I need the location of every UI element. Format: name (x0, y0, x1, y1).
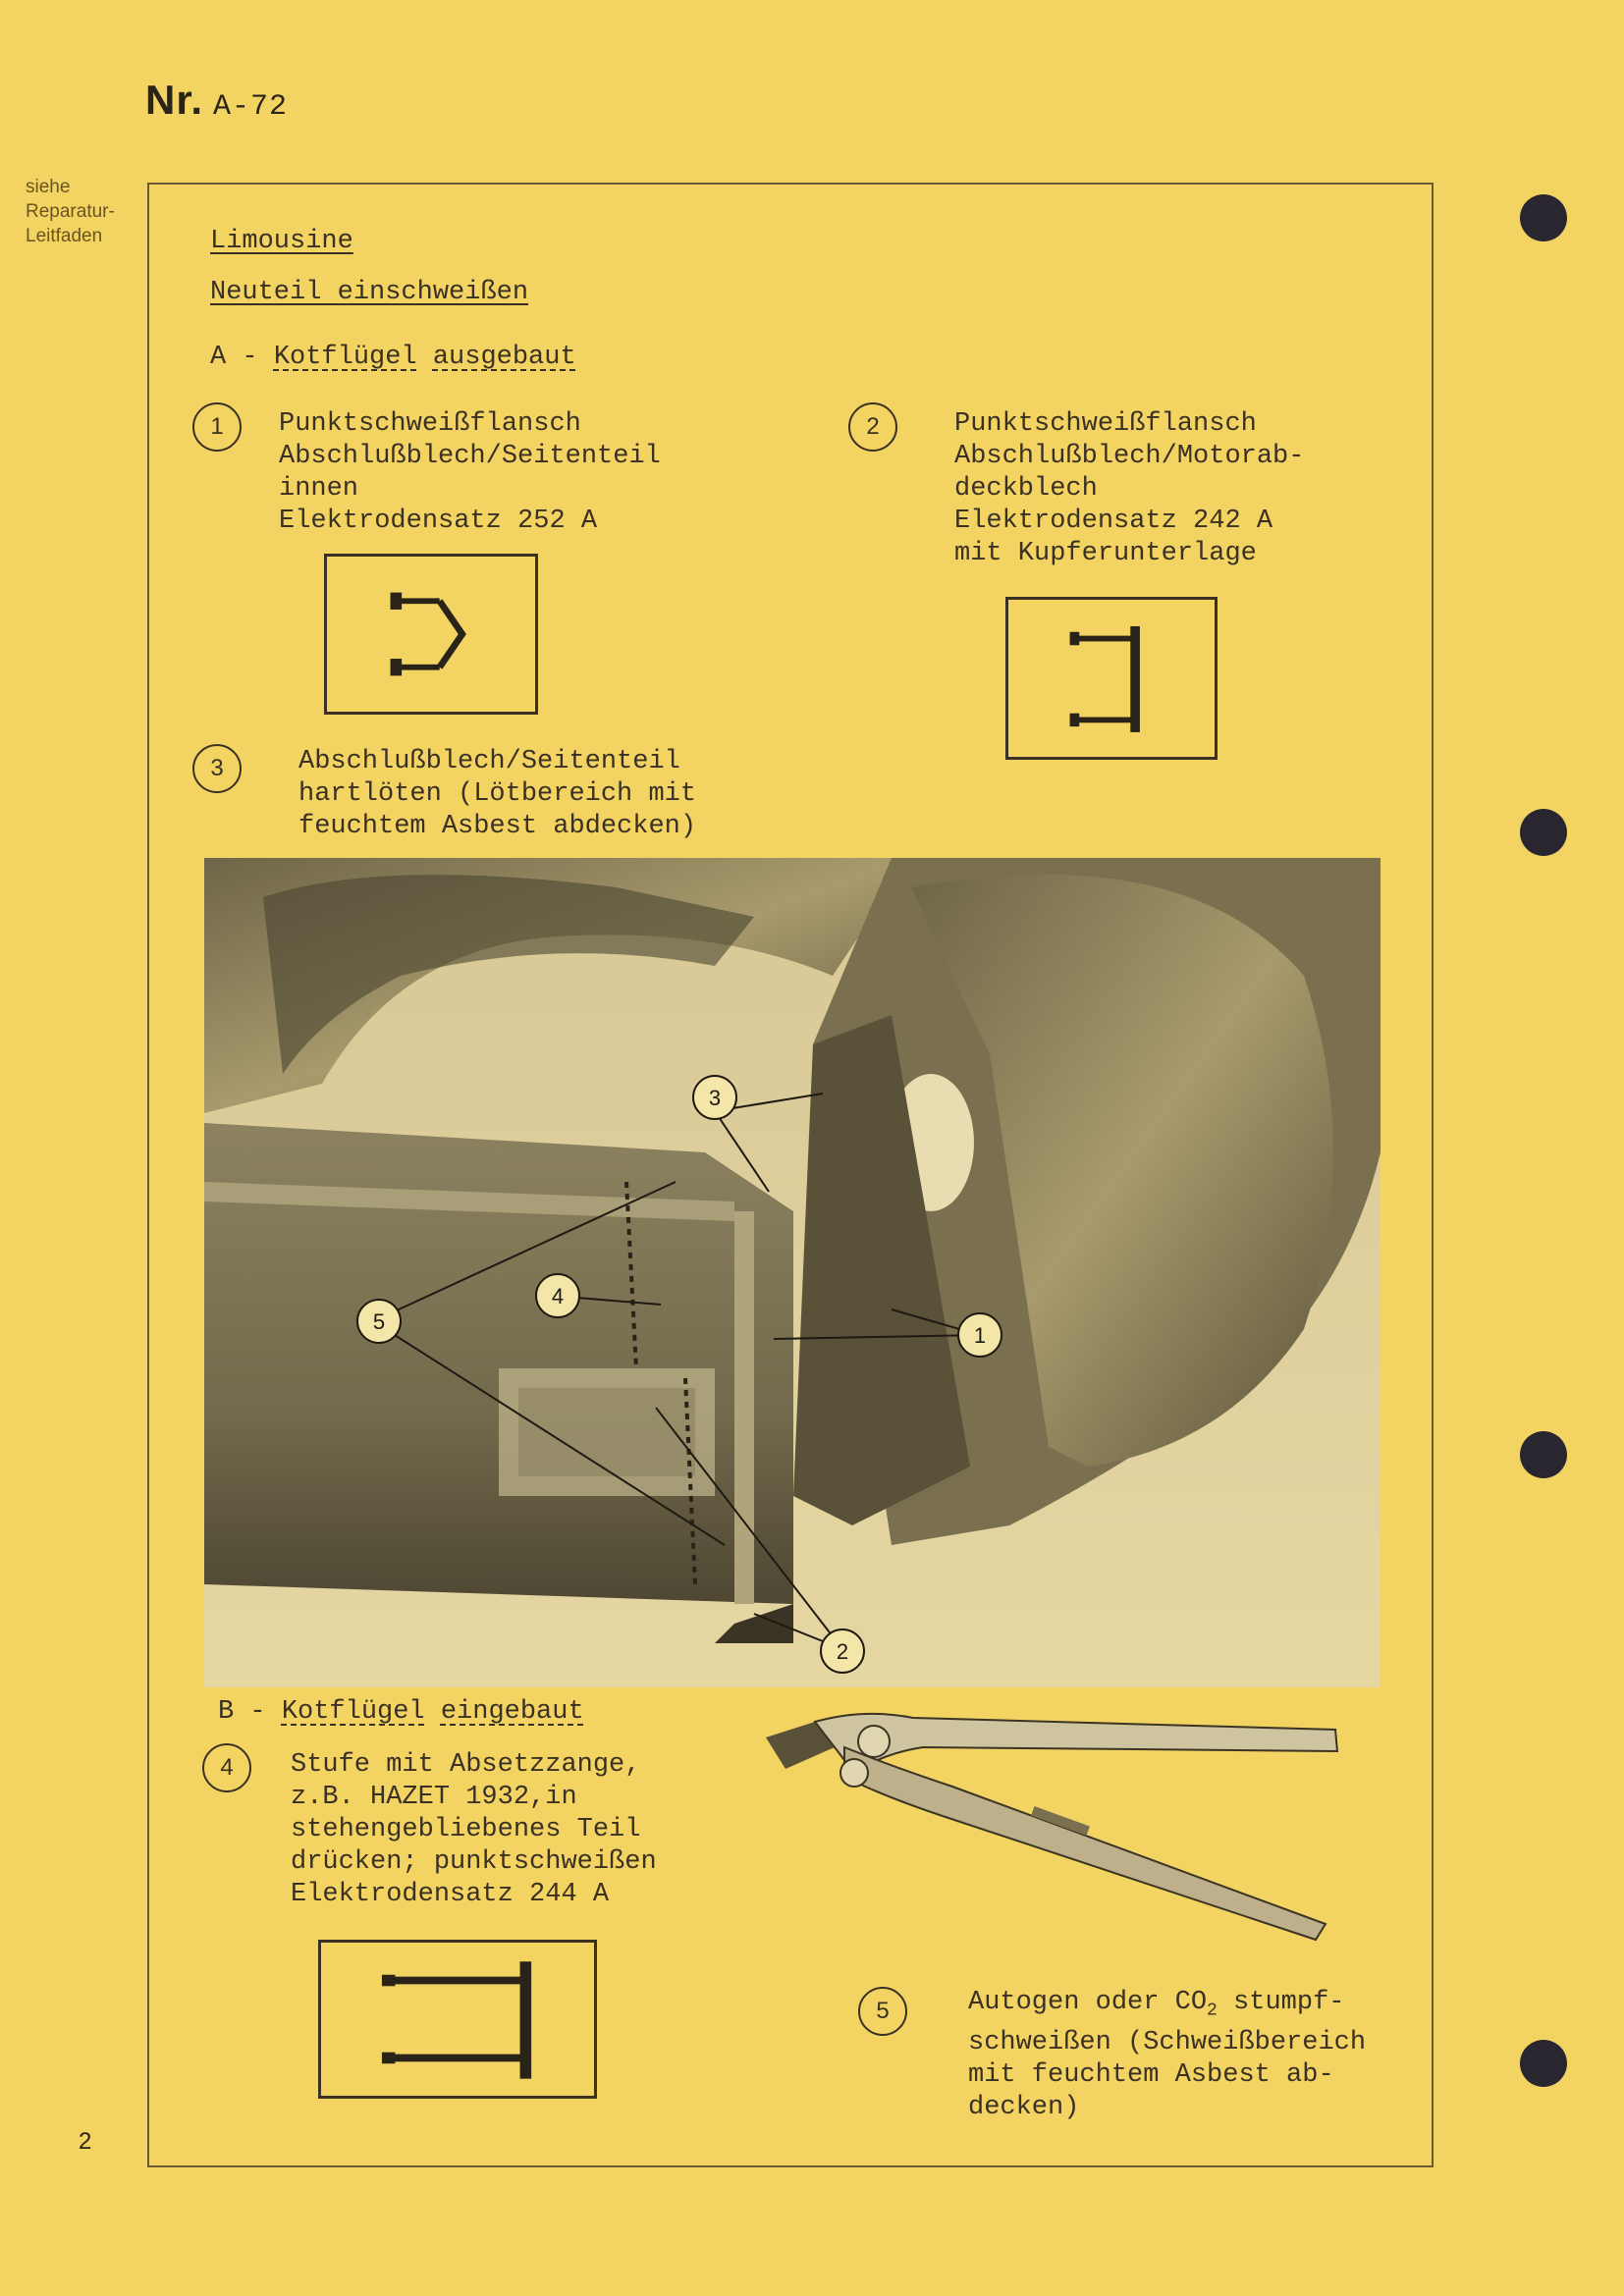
part-b-letter: B - (218, 1697, 266, 1727)
side-note-line: Reparatur- (26, 201, 115, 222)
text-line: z.B. HAZET 1932,in (291, 1783, 577, 1812)
photo-callout-3: 3 (708, 1086, 722, 1110)
subtitle: Neuteil einschweißen (210, 278, 529, 307)
item-2-text (954, 408, 1304, 570)
callout (536, 1274, 579, 1317)
text-line: feuchtem Asbest abdecken) (298, 812, 697, 841)
text-line: stehengebliebenes Teil (291, 1815, 641, 1844)
part-a-word: Kotflügel (273, 343, 417, 372)
side-note (26, 175, 143, 248)
part-b-word: eingebaut (440, 1697, 584, 1727)
text-line: drücken; punktschweißen (291, 1847, 657, 1877)
item-number-circle: 1 (192, 402, 242, 452)
item-5-text (968, 1987, 1366, 2124)
callout (958, 1313, 1001, 1357)
text-line: deckblech (954, 474, 1098, 504)
number-value: A-72 (213, 90, 289, 124)
section-title: Limousine (210, 227, 353, 256)
text-span: Autogen oder CO (968, 1988, 1208, 2017)
item-number-circle: 4 (202, 1743, 251, 1792)
side-note-line: siehe (26, 177, 71, 197)
number-prefix: Nr. (145, 77, 204, 123)
text-line: mit Kupferunterlage (954, 539, 1257, 568)
text-line: Abschlußblech/Motorab- (954, 442, 1305, 471)
text-line: Abschlußblech/Seitenteil (279, 442, 661, 471)
electrode-diagram (318, 1940, 597, 2099)
text-line: hartlöten (Lötbereich mit (298, 779, 697, 809)
callout (357, 1300, 401, 1343)
car-body-illustration (204, 858, 1380, 1687)
punch-hole (1520, 2040, 1567, 2087)
text-line: Elektrodensatz 244 A (291, 1880, 610, 1909)
part-b-word: Kotflügel (281, 1697, 425, 1727)
electrode-242-icon (1008, 600, 1215, 757)
punch-hole (1520, 194, 1567, 241)
punch-hole (1520, 1431, 1567, 1478)
part-a-heading (210, 342, 576, 374)
text-line: Punktschweißflansch (279, 409, 581, 439)
text-line: mit feuchtem Asbest ab- (968, 2060, 1334, 2091)
text-line: Abschlußblech/Seitenteil (298, 747, 680, 776)
item-3-text (298, 746, 696, 843)
item-number-circle: 3 (192, 744, 242, 793)
item-number-circle: 5 (858, 1987, 907, 2036)
text-line: Stufe mit Absetzzange, (291, 1750, 641, 1780)
side-note-line: Leitfaden (26, 226, 103, 246)
part-a-word: ausgebaut (432, 343, 576, 372)
electrode-diagram (324, 554, 538, 715)
text-line: Elektrodensatz 242 A (954, 507, 1273, 536)
car-body-photo (204, 858, 1380, 1687)
item-number-circle: 2 (848, 402, 897, 452)
text-line: Elektrodensatz 252 A (279, 507, 598, 536)
text-line (968, 1987, 1366, 2027)
text-span: stumpf- (1217, 1988, 1345, 2017)
text-line: innen (279, 474, 359, 504)
photo-callout-1: 1 (973, 1323, 987, 1348)
electrode-244-icon (321, 1943, 594, 2096)
hazet-pliers-illustration (756, 1708, 1345, 1953)
item-4-text (291, 1749, 657, 1911)
text-line: schweißen (Schweißbereich (968, 2028, 1367, 2058)
subscript: 2 (1207, 2001, 1218, 2021)
page-number: 2 (79, 2128, 92, 2155)
part-b-heading (218, 1696, 584, 1729)
pliers-icon (756, 1708, 1345, 1953)
electrode-252-icon (327, 557, 535, 712)
document-number (145, 77, 288, 124)
part-a-letter: A - (210, 343, 258, 372)
photo-callout-5: 5 (372, 1309, 386, 1334)
text-line: decken) (968, 2093, 1080, 2123)
photo-callout-4: 4 (551, 1284, 565, 1308)
item-1-text (279, 408, 661, 538)
callout (821, 1629, 864, 1673)
punch-hole (1520, 809, 1567, 856)
text-line: Punktschweißflansch (954, 409, 1257, 439)
photo-callout-2: 2 (836, 1639, 849, 1664)
electrode-diagram (1005, 597, 1218, 760)
callout (693, 1076, 736, 1119)
